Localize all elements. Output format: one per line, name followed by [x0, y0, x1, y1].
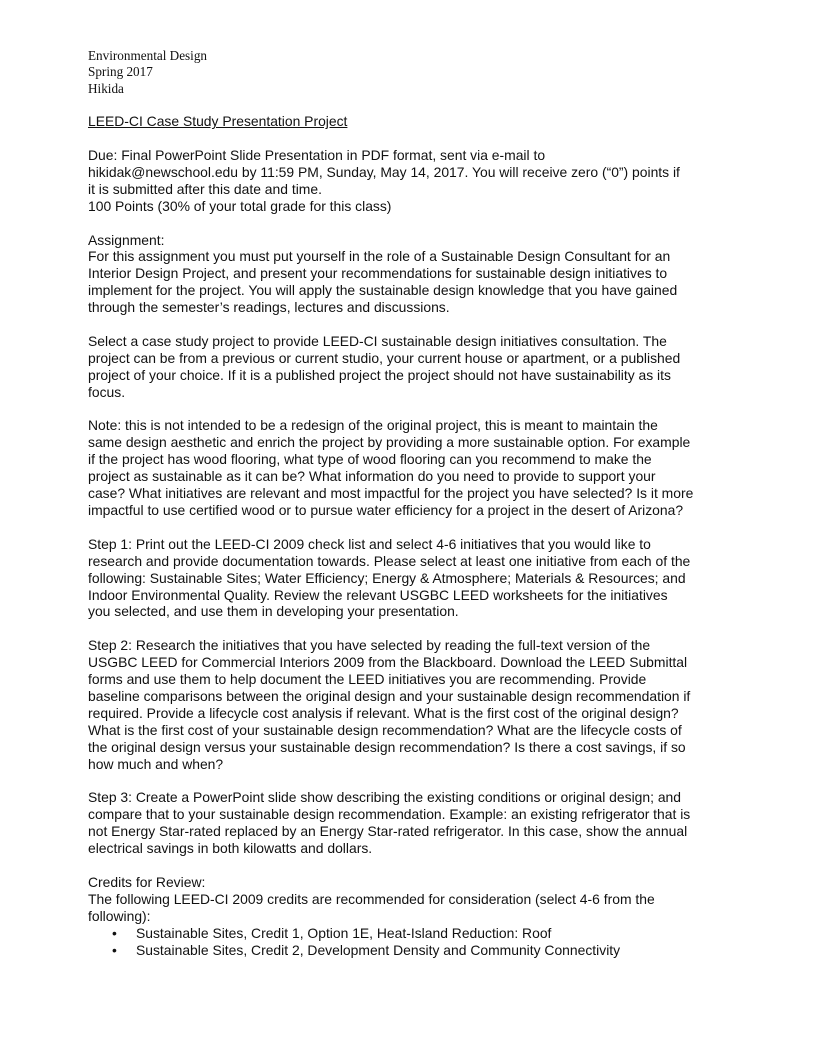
- text-line: required. Provide a lifecycle cost analysis if relevant. What is the first cost of the original design?: [88, 704, 679, 721]
- text-line: Step 2: Research the initiatives that you have selected by reading the full-text version of the: [88, 637, 651, 654]
- course-term: Spring 2017: [88, 64, 153, 80]
- text-line: you selected, and use them in developing your presentation.: [88, 603, 459, 620]
- due-line: it is submitted after this date and time.: [88, 180, 322, 197]
- text-line: if the project has wood flooring, what type of wood flooring can you recommend to make the: [88, 451, 652, 468]
- due-line: hikidak@newschool.edu by 11:59 PM, Sunday, May 14, 2017. You will receive zero (“0”) points if: [88, 163, 680, 180]
- course-header: [88, 48, 732, 97]
- text-line: baseline comparisons between the original design and your sustainable design recommendation if: [88, 687, 691, 704]
- project-selection-paragraph: [88, 333, 732, 401]
- step-3-paragraph: [88, 789, 732, 857]
- text-line: forms and use them to help document the LEED initiatives you are recommending. Provide: [88, 671, 647, 688]
- step-1-paragraph: [88, 536, 732, 621]
- credit-item-text: Sustainable Sites, Credit 2, Development Density and Community Connectivity: [136, 941, 621, 958]
- text-line: electrical savings in both kilowatts and dollars.: [88, 840, 373, 857]
- credits-heading: Credits for Review:: [88, 873, 206, 890]
- text-line: how much and when?: [88, 755, 224, 772]
- text-line: For this assignment you must put yourself in the role of a Sustainable Design Consultant for an: [88, 248, 671, 265]
- points-line: 100 Points (30% of your total grade for this class): [88, 197, 392, 214]
- text-line: project can be from a previous or current studio, your current house or apartment, or a published: [88, 349, 681, 366]
- credits-section: [88, 874, 732, 959]
- text-line: implement for the project. You will apply the sustainable design knowledge that you have gained: [88, 282, 678, 299]
- text-line: What is the first cost of your sustainable design recommendation? What are the lifecycle costs of: [88, 721, 682, 738]
- credits-list: [88, 925, 732, 959]
- text-line: research and provide documentation towards. Please select at least one initiative from each of the: [88, 552, 691, 569]
- document-page: [88, 48, 732, 958]
- text-line: focus.: [88, 383, 126, 400]
- text-line: Step 1: Print out the LEED-CI 2009 check list and select 4-6 initiatives that you would like to: [88, 535, 651, 552]
- list-item: [88, 925, 732, 942]
- bullet-icon: •: [112, 924, 117, 941]
- text-line: project of your choice. If it is a published project the project should not have sustainability as its: [88, 366, 671, 383]
- assignment-heading: Assignment:: [88, 231, 165, 248]
- text-line: the original design versus your sustainable design recommendation? Is there a cost savings, if so: [88, 738, 686, 755]
- course-name: Environmental Design: [88, 48, 208, 63]
- bullet-icon: •: [112, 941, 117, 958]
- note-paragraph: [88, 417, 732, 518]
- due-section: [88, 147, 732, 215]
- document-title: LEED-CI Case Study Presentation Project: [88, 113, 348, 130]
- text-line: Step 3: Create a PowerPoint slide show describing the existing conditions or original design; and: [88, 789, 682, 806]
- text-line: Interior Design Project, and present your recommendations for sustainable design initiatives to: [88, 265, 668, 282]
- text-line: following: Sustainable Sites; Water Efficiency; Energy & Atmosphere; Materials & Resources; and: [88, 569, 686, 586]
- list-item: [88, 942, 732, 959]
- text-line: through the semester’s readings, lectures and discussions.: [88, 299, 450, 316]
- text-line: compare that to your sustainable design recommendation. Example: an existing refrigerator that is: [88, 806, 691, 823]
- text-line: Indoor Environmental Quality. Review the relevant USGBC LEED worksheets for the initiatives: [88, 586, 668, 603]
- text-line: case? What initiatives are relevant and most impactful for the project you have selected? Is it more: [88, 485, 694, 502]
- text-line: The following LEED-CI 2009 credits are recommended for consideration (select 4-6 from the: [88, 890, 655, 907]
- text-line: Note: this is not intended to be a redesign of the original project, this is meant to maintain the: [88, 417, 658, 434]
- text-line: USGBC LEED for Commercial Interiors 2009 from the Blackboard. Download the LEED Submittal: [88, 654, 688, 671]
- instructor-name: Hikida: [88, 80, 124, 96]
- assignment-section: [88, 232, 732, 317]
- due-line: Due: Final PowerPoint Slide Presentation in PDF format, sent via e-mail to: [88, 147, 546, 164]
- text-line: impactful to use certified wood or to pursue water efficiency for a project in the desert of Arizona?: [88, 502, 684, 518]
- text-line: project as sustainable as it can be? What information do you need to provide to support your: [88, 468, 656, 485]
- text-line: Select a case study project to provide LEED-CI sustainable design initiatives consultation. The: [88, 332, 667, 349]
- credit-item-text: Sustainable Sites, Credit 1, Option 1E, Heat-Island Reduction: Roof: [136, 924, 552, 941]
- step-2-paragraph: [88, 637, 732, 772]
- text-line: same design aesthetic and enrich the project by providing a more sustainable option. For example: [88, 434, 691, 451]
- text-line: following):: [88, 907, 151, 924]
- text-line: not Energy Star-rated replaced by an Energy Star-rated refrigerator. In this case, show the annual: [88, 823, 688, 840]
